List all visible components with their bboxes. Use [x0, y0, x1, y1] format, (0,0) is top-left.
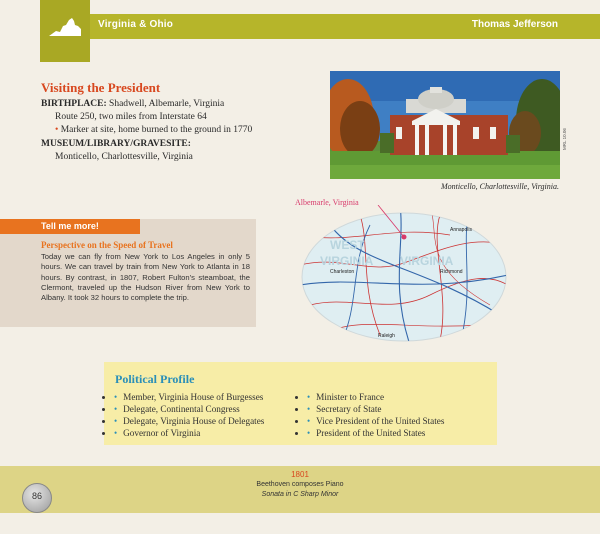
state-label: Virginia & Ohio	[98, 19, 174, 30]
list-item: • • Minister to France	[307, 391, 444, 403]
virginia-silhouette-icon	[48, 16, 82, 38]
visiting-title: Visiting the President	[41, 80, 161, 95]
president-name: Thomas Jefferson	[471, 19, 558, 30]
visiting-details	[41, 98, 326, 164]
bullet-icon: •	[55, 125, 59, 136]
monticello-photo	[330, 71, 560, 179]
profile-list-left	[114, 391, 264, 439]
region-map	[300, 205, 508, 345]
political-profile-title: Political Profile	[115, 372, 195, 386]
map-city-charleston: Charleston	[330, 269, 355, 275]
list-item: • • Vice President of the United States	[307, 415, 444, 427]
birthplace-value: Shadwell, Albemarle, Virginia	[109, 99, 225, 109]
route-line: Route 250, two miles from Interstate 64	[55, 112, 207, 123]
marker-line	[41, 124, 326, 137]
museum-label: MUSEUM/LIBRARY/GRAVESITE:	[41, 138, 191, 149]
map-label: Albemarle, Virginia	[295, 198, 359, 207]
timeline-fact-line1: Beethoven composes Piano	[256, 481, 344, 488]
tell-me-more-text: Today we can fly from New York to Los Angeles in only 5 hours. We can travel by train from New York to Atlanta in 18 hours. By contrast, in 1807, Robert Fulton’s steamboat, the Clermont, traveled up the Hudson River from New York to Albany. It took 32 hours to complete the trip.	[41, 252, 250, 303]
state-badge	[40, 0, 90, 62]
photo-caption: Monticello, Charlottesville, Virginia.	[441, 182, 559, 191]
list-item: • • Delegate, Continental Congress	[114, 403, 264, 415]
list-item: • • Secretary of State	[307, 403, 444, 415]
list-item: • • Delegate, Virginia House of Delegates	[114, 415, 264, 427]
marker-text: Marker at site, home burned to the ground in 1770	[60, 125, 253, 136]
map-region-label-2: VIRGINIA	[400, 254, 454, 268]
birthplace-line	[41, 98, 326, 111]
map-west-label: WEST	[330, 238, 365, 252]
page-bottom-margin	[0, 513, 600, 534]
photo-credit: MRL 10.06	[562, 128, 567, 150]
list-item: • • Governor of Virginia	[114, 427, 264, 439]
museum-value: Monticello, Charlottesville, Virginia	[55, 151, 193, 162]
map-city-richmond: Richmond	[440, 269, 463, 275]
tell-me-more-subtitle: Perspective on the Speed of Travel	[41, 240, 173, 250]
list-item: • • Member, Virginia House of Burgesses	[114, 391, 264, 403]
museum-line	[41, 138, 326, 151]
map-city-raleigh: Raleigh	[378, 333, 395, 339]
birthplace-label: BIRTHPLACE:	[41, 99, 107, 109]
timeline-fact-line2: Sonata in C Sharp Minor	[261, 491, 339, 498]
profile-list-right	[307, 391, 444, 439]
map-city-annapolis: Annapolis	[450, 227, 472, 233]
list-item: • • President of the United States	[307, 427, 444, 439]
tell-me-more-header: Tell me more!	[0, 219, 140, 234]
timeline-year: 1801	[291, 470, 309, 479]
map-region-label-1: VIRGINIA	[320, 254, 374, 268]
page-number: 86	[31, 491, 42, 501]
